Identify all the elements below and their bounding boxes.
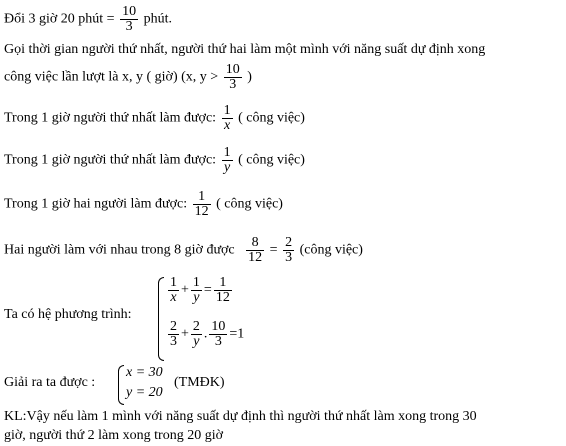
solution-x: x = 30 bbox=[126, 365, 163, 380]
fraction-10-3 bbox=[120, 5, 138, 34]
condition-check: (TMĐK) bbox=[174, 375, 225, 390]
rate-both-line: Trong 1 giờ hai người làm được: $\frac{1}{12}$ ( công việc) bbox=[4, 189, 283, 219]
numerator: 10 bbox=[122, 4, 137, 19]
conversion-text: Đổi 3 giờ 20 phút = bbox=[4, 11, 115, 27]
solution-y: y = 20 bbox=[126, 385, 163, 400]
variables-line-2: công việc lần lượt là x, y ( giờ) (x, y > $\frac{10}{3}$ ) bbox=[4, 62, 252, 92]
variables-line-1: Gọi thời gian người thứ nhất, người thứ hai làm một mình với năng suất dự định xong bbox=[4, 42, 486, 57]
solution-label: Giải ra ta được : bbox=[4, 375, 96, 390]
rate-person-1-line: Trong 1 giờ người thứ nhất làm được: $\frac{1}{x}$ ( công việc) bbox=[4, 103, 305, 133]
system-brace bbox=[158, 277, 164, 361]
fraction-2-3: $\frac{2}{3}$ bbox=[285, 235, 293, 265]
fraction-10-3-condition: $\frac{10}{3}$ bbox=[225, 62, 240, 92]
conversion-line bbox=[4, 5, 172, 34]
system-label: Ta có hệ phương trình: bbox=[4, 307, 132, 322]
fraction-1-x: $\frac{1}{x}$ bbox=[223, 103, 231, 133]
equals-sign: = bbox=[269, 242, 278, 258]
condition-text: công việc lần lượt là x, y ( giờ) (x, y > bbox=[4, 69, 219, 85]
fraction-1-12: $\frac{1}{12}$ bbox=[194, 189, 209, 219]
conclusion-line-2: giờ, người thứ 2 làm xong trong 20 giờ bbox=[4, 428, 223, 443]
equation-2: $\frac{2}{3}$ + $\frac{2}{y}$ . $\frac{10}{3}$ =1 bbox=[170, 319, 245, 349]
rate-person-2-line: Trong 1 giờ người thứ nhất làm được: $\frac{1}{y}$ ( công việc) bbox=[4, 145, 305, 175]
eight-hours-line: Hai người làm với nhau trong 8 giờ được $\frac{8}{12}$ = $\frac{2}{3}$ (công việc) bbox=[4, 235, 363, 265]
fraction-1-y: $\frac{1}{y}$ bbox=[223, 145, 231, 175]
denominator: 3 bbox=[125, 19, 133, 34]
unit-text: phút. bbox=[143, 11, 172, 27]
fraction-8-12: $\frac{8}{12}$ bbox=[248, 235, 263, 265]
conclusion-line-1: KL:Vậy nếu làm 1 mình với năng suất dự định thì người thứ nhất làm xong trong 30 bbox=[4, 409, 477, 424]
solution-brace bbox=[118, 365, 124, 405]
equation-1: $\frac{1}{x}$ + $\frac{1}{y}$ = $\frac{1}{12}$ bbox=[170, 275, 230, 305]
solution-values bbox=[126, 363, 163, 403]
